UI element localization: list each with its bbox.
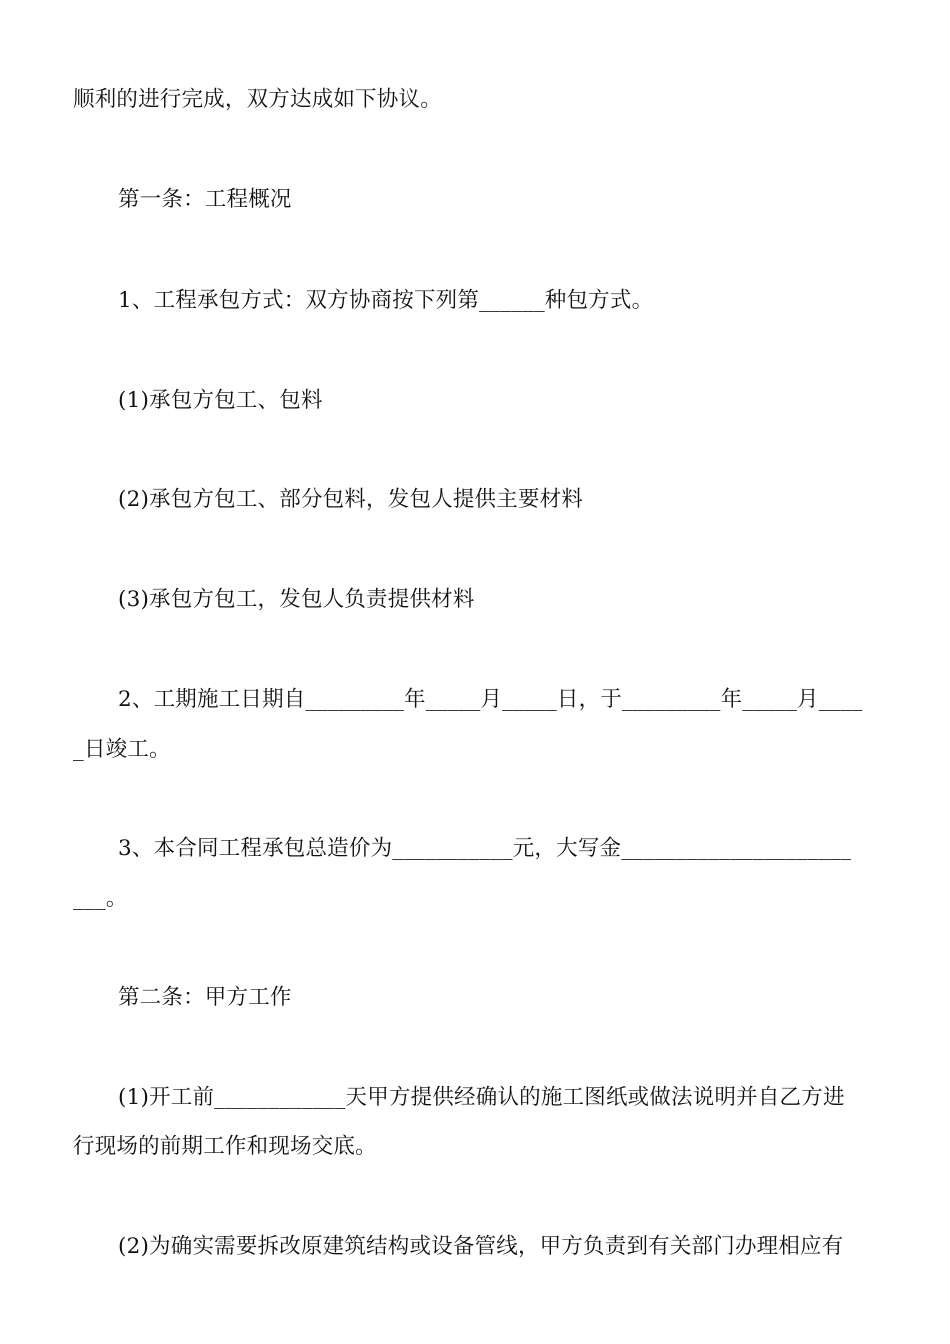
clause-3-total-price: 3、本合同工程承包总造价为___________元，大写金_____________________ <box>118 836 852 861</box>
party-a-item-1: (1)开工前____________天甲方提供经确认的施工图纸或做法说明并自乙方进 <box>118 1085 845 1110</box>
option-1: (1)承包方包工、包料 <box>118 388 323 413</box>
clause-2-schedule-continued: _日竣工。 <box>73 737 171 762</box>
clause-3-total-price-continued: ___。 <box>73 886 128 911</box>
party-a-item-2: (2)为确实需要拆改原建筑结构或设备管线，甲方负责到有关部门办理相应有 <box>118 1234 844 1259</box>
option-2: (2)承包方包工、部分包料，发包人提供主要材料 <box>118 487 584 512</box>
section-heading-2: 第二条：甲方工作 <box>118 985 292 1010</box>
section-heading-1: 第一条：工程概况 <box>118 187 292 212</box>
clause-2-schedule: 2、工期施工日期自_________年_____月_____日，于_________年_____月____ <box>118 687 863 712</box>
clause-1-contract-method: 1、工程承包方式：双方协商按下列第______种包方式。 <box>118 288 654 313</box>
paragraph-continuation: 顺利的进行完成，双方达成如下协议。 <box>73 87 442 112</box>
party-a-item-1-continued: 行现场的前期工作和现场交底。 <box>73 1134 377 1159</box>
option-3: (3)承包方包工，发包人负责提供材料 <box>118 587 475 612</box>
